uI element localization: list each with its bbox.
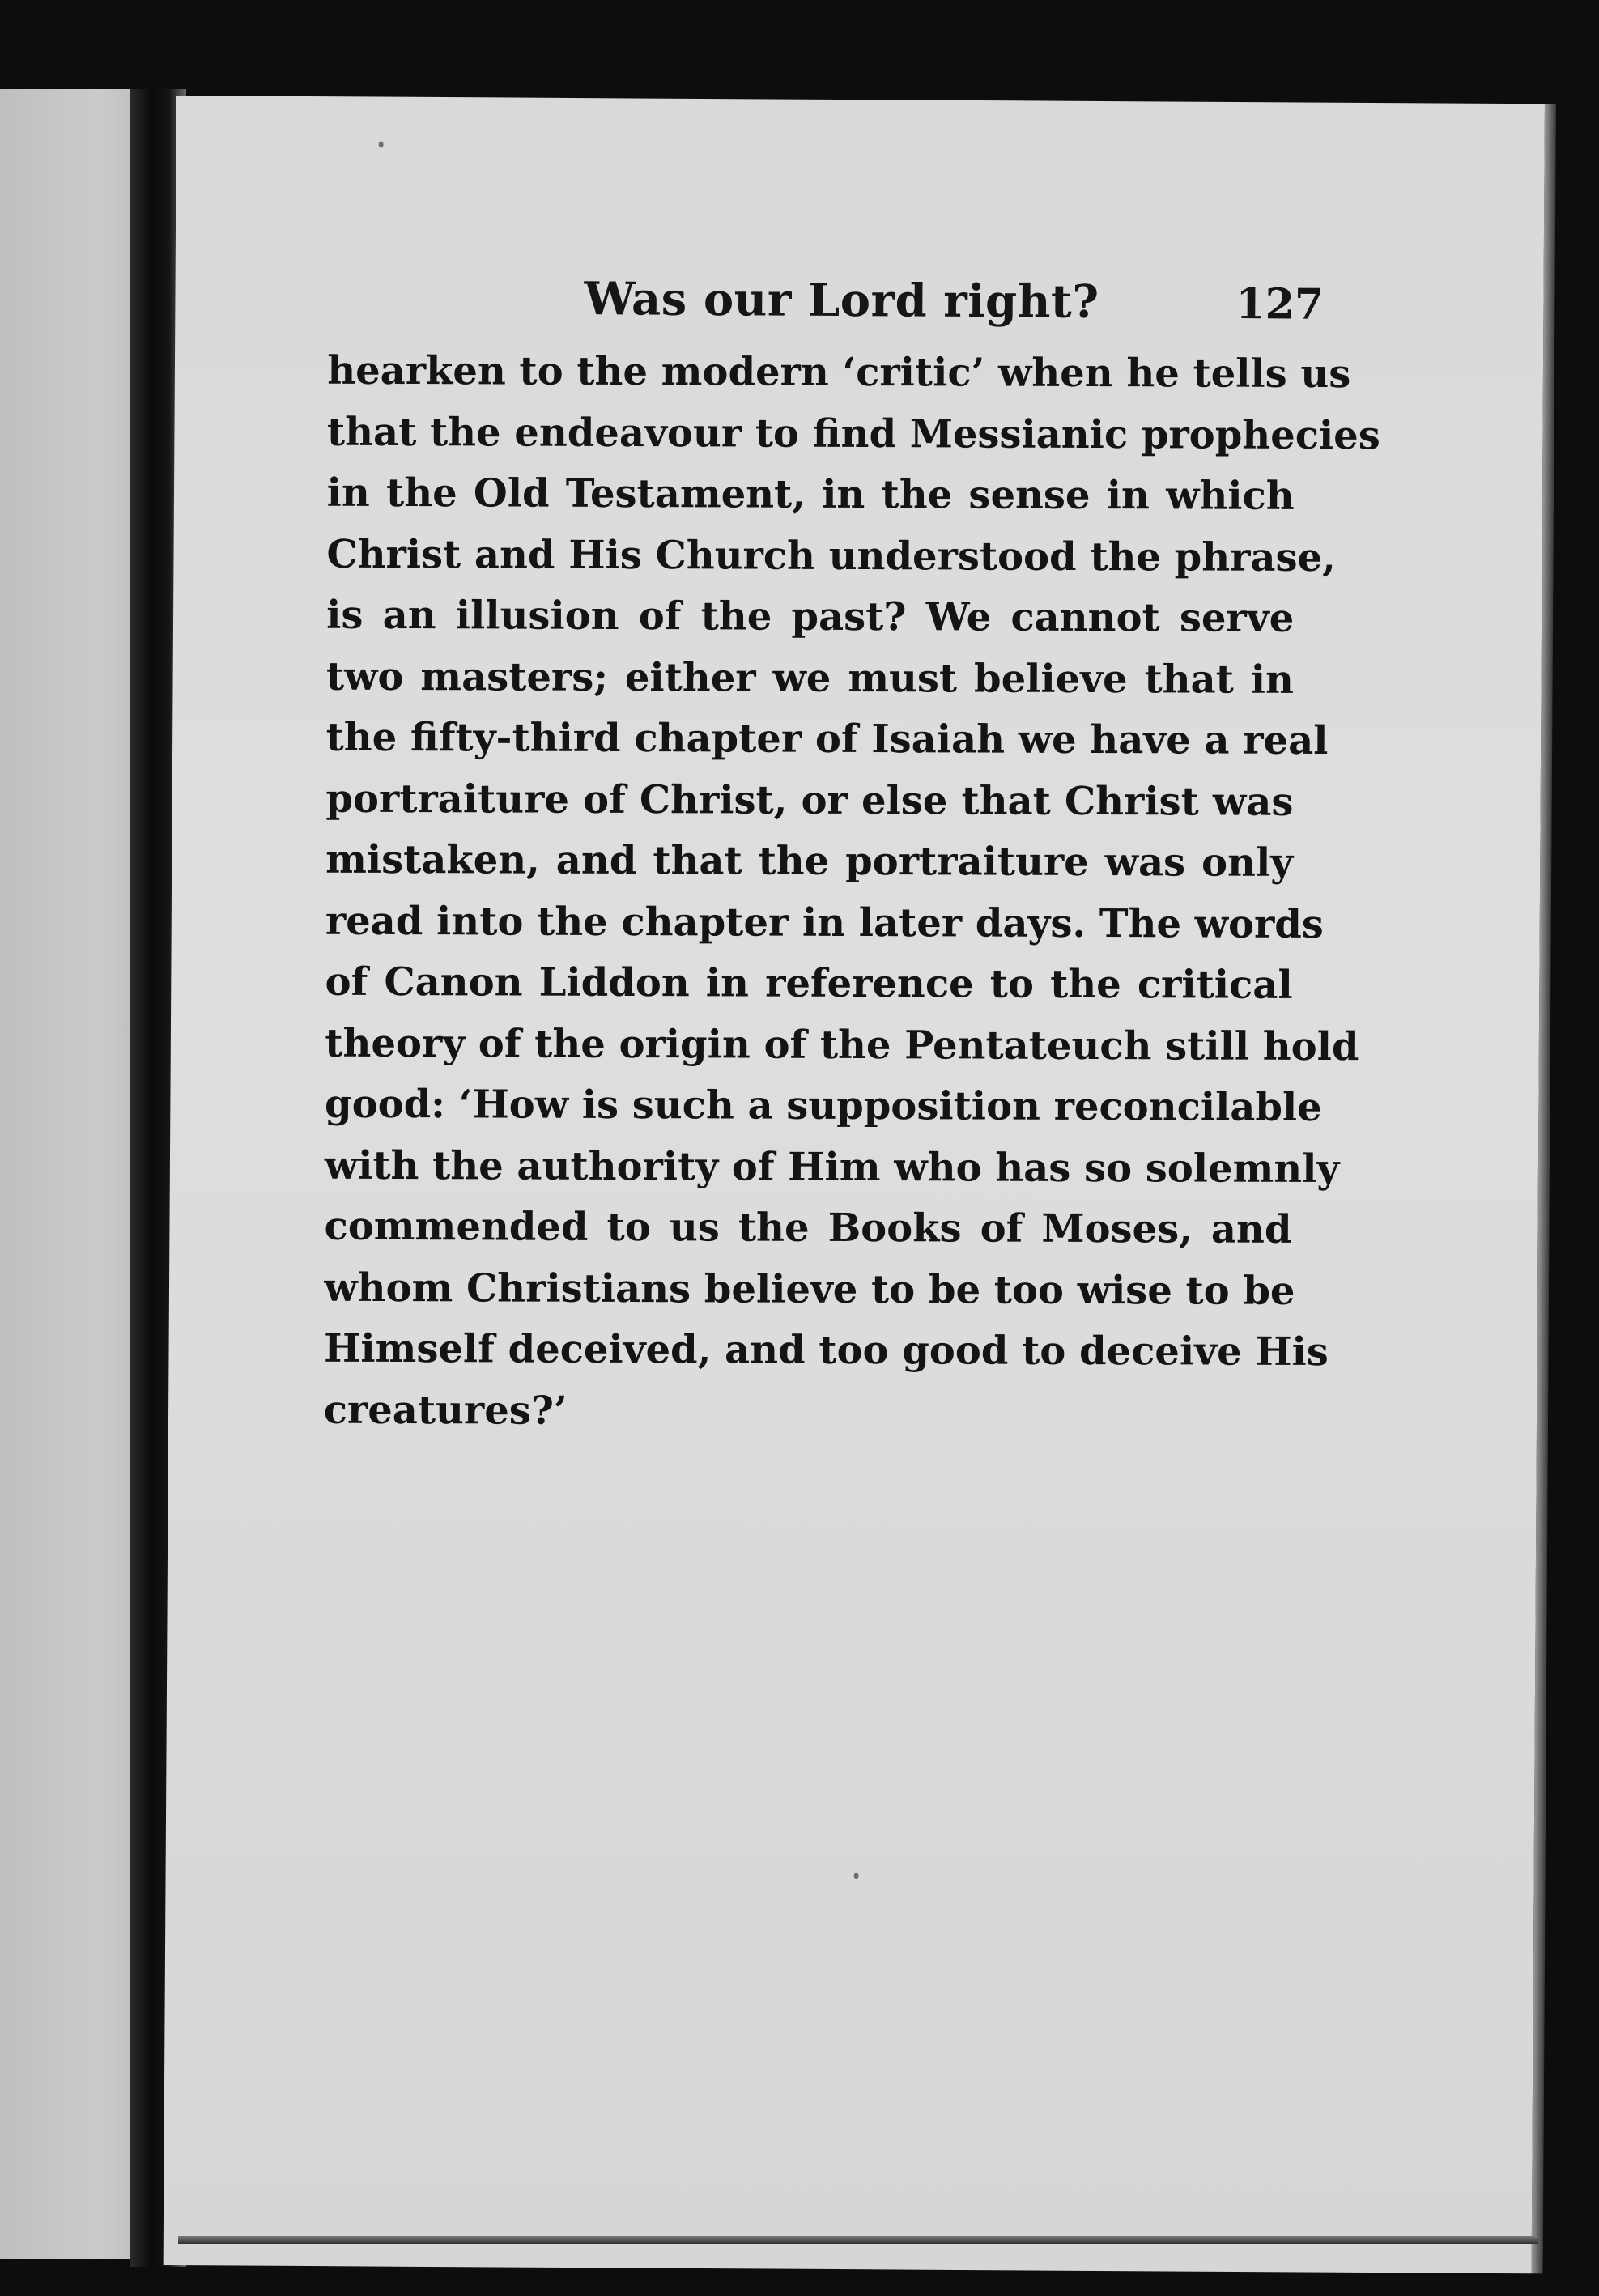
text-line: Christ and His Church understood the phrase,: [326, 531, 1336, 580]
paper-speck: [379, 142, 384, 148]
text-line: of Canon Liddon in reference to the critical: [325, 959, 1293, 1008]
body-paragraph: [323, 341, 1380, 1444]
text-line-last: creatures?’: [323, 1387, 568, 1434]
text-line: that the endeavour to find Messianic prophecies: [326, 409, 1380, 458]
page-number: 127: [1235, 278, 1325, 330]
text-line: read into the chapter in later days. The words: [325, 898, 1324, 947]
paper-speck: [854, 1873, 859, 1879]
text-line: Himself deceived, and too good to deceive His: [323, 1325, 1329, 1375]
text-line: portraiture of Christ, or else that Christ was: [325, 776, 1294, 825]
running-head: [175, 270, 1543, 342]
text-line: the fifty-third chapter of Isaiah we have a real: [325, 714, 1329, 764]
text-line: two masters; either we must believe that in: [325, 653, 1295, 703]
running-title: Was our Lord right?: [584, 272, 1099, 329]
text-line: good: ‘How is such a supposition reconcilable: [324, 1081, 1322, 1131]
book-page: [164, 96, 1545, 2273]
text-line: mistaken, and that the portraiture was only: [325, 836, 1294, 886]
text-line: whom Christians believe to be too wise to be: [324, 1265, 1295, 1314]
text-line: commended to us the Books of Moses, and: [324, 1203, 1292, 1252]
text-line: is an illusion of the past? We cannot serve: [326, 592, 1295, 641]
text-line: hearken to the modern ‘critic’ when he tells us: [327, 347, 1351, 398]
text-line: theory of the origin of the Pentateuch still hold: [325, 1020, 1359, 1069]
page-bottom-edge: [178, 2236, 1538, 2244]
text-line: with the authority of Him who has so solemnly: [324, 1142, 1340, 1192]
text-line: in the Old Testament, in the sense in which: [326, 470, 1295, 519]
